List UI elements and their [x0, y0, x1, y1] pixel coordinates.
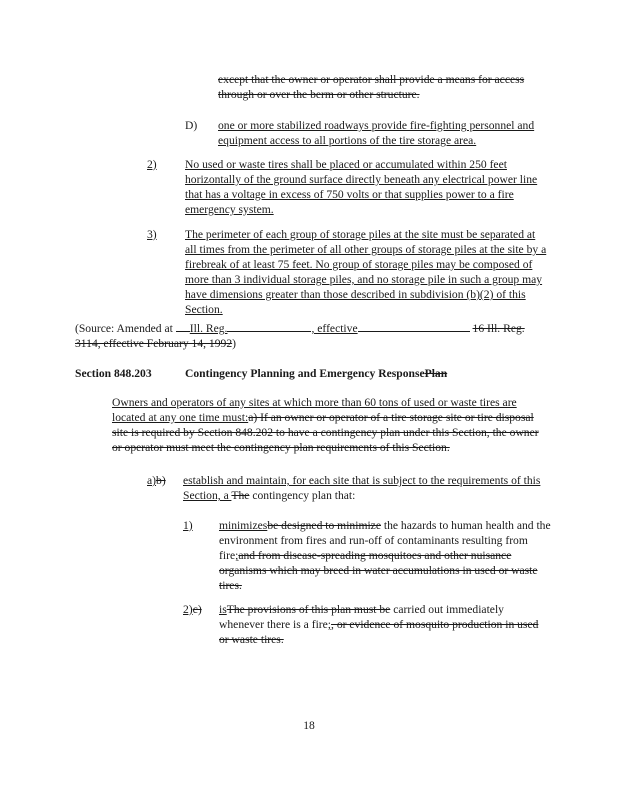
struck-text: The	[231, 489, 250, 502]
item-label-2: 2)	[147, 158, 157, 171]
item-1-text: minimizesbe designed to minimize the hazards to human health and the environment from fires and run-off of contaminants resulting from fire;and from disease-spreading mosquitoes and other nuisance organisms which may breed in water accumulations in used or waste tires.	[219, 519, 551, 592]
item-label-a: a)b)	[147, 474, 166, 487]
struck-text: a) If an owner or operator of a tire storage site or tire disposal site is required by Section 848.202 to have a contingency plan under this Section, the owner or operator must meet the contingency plan requirements of this Section.	[112, 411, 539, 454]
item-2b-text: isThe provisions of this plan must be carried out immediately whenever there is a fire;, or evidence of mosquito production in used or waste tires.	[219, 603, 539, 646]
item-label-d: D)	[185, 119, 198, 132]
struck-source: 16 Ill. Reg. 3114, effective February 14, 1992	[75, 322, 525, 350]
item-3-text	[185, 227, 547, 317]
item-a-text: establish and maintain, for each site that is subject to the requirements of this Section, a The contingency plan that:	[183, 474, 541, 502]
item-d-text	[218, 118, 548, 148]
inserted-text: No used or waste tires shall be placed or accumulated within 250 feet horizontally of the ground surface directly beneath any electrical power line that has a voltage in excess of 750 volts or that supplies power to a fire emergency system.	[185, 158, 538, 216]
inserted-text: The perimeter of each group of storage piles at the site must be separated at all times from the perimeter of all other groups of storage piles at the site by a firebreak of at least 75 feet. No group of storage piles may be composed of more than 3 individual storage piles, and no storage pile in such a group may have dimensions greater than those described in subdivision (b)(2) of this Section.	[185, 228, 547, 316]
struck-text: and from disease-spreading mosquitoes and other nuisance organisms which may breed in water accumulations in used or waste tires.	[219, 549, 538, 592]
inserted-text: one or more stabilized roadways provide fire-fighting personnel and equipment access to all portions of the tire storage area.	[218, 119, 535, 147]
page-number: 18	[303, 719, 315, 732]
section-title: Contingency Planning and Emergency ResponsePlan	[185, 367, 448, 380]
inserted-text: establish and maintain, for each site that is subject to the requirements of this Section, a	[183, 474, 541, 502]
inserted-text: Owners and operators of any sites at which more than 60 tons of used or waste tires are located at any one time must:	[112, 396, 517, 424]
section-number: Section 848.203	[75, 367, 152, 380]
struck-text: except that the owner or operator shall provide a means for access through or over the berm or other structure.	[218, 73, 525, 101]
item-label-2b: 2)c)	[183, 603, 202, 616]
item-2-text	[185, 157, 545, 217]
struck-text: , or evidence of mosquito production in used or waste tires.	[219, 618, 539, 646]
item-label-3: 3)	[147, 228, 157, 241]
source-note: (Source: Amended at Ill. Reg. , effective 16 Ill. Reg. 3114, effective February 14, 1992)	[75, 322, 525, 350]
continuation-text	[218, 72, 548, 102]
item-label-1: 1)	[183, 519, 193, 532]
struck-text: Plan	[424, 367, 448, 380]
intro-paragraph	[112, 395, 550, 455]
